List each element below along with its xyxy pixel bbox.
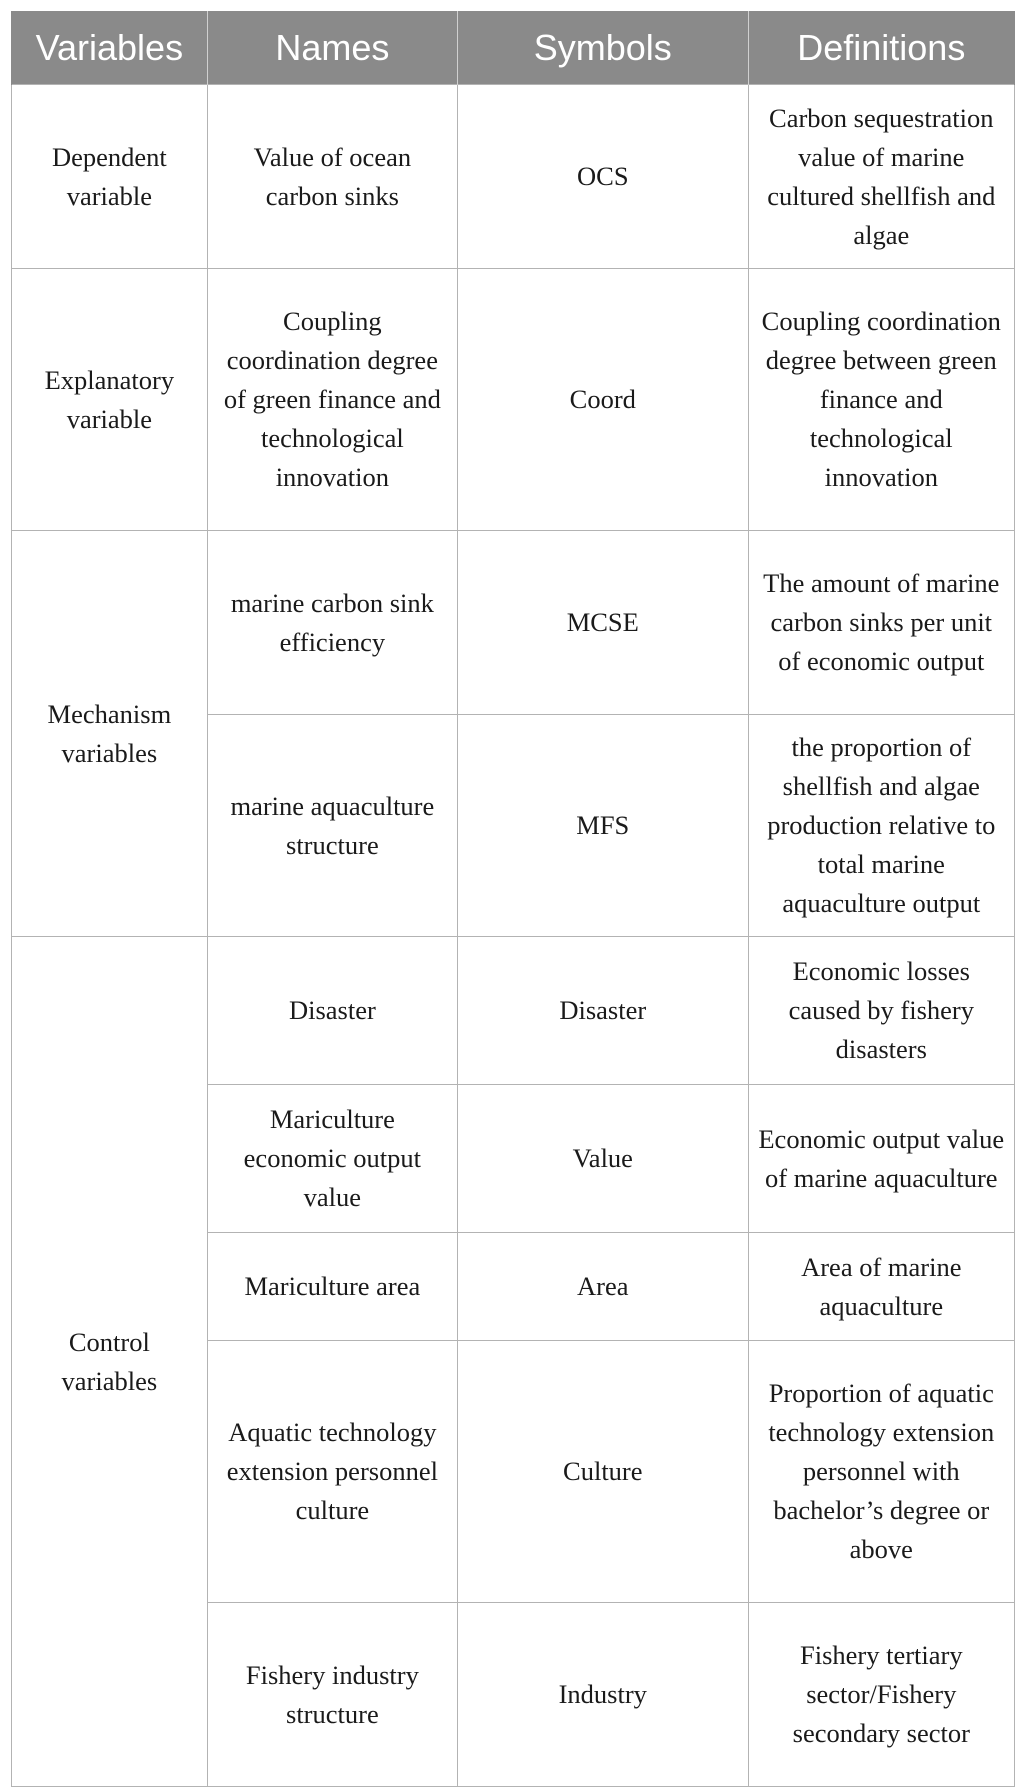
definition-cell: Proportion of aquatic technology extension personnel with bachelor’s degree or above xyxy=(748,1341,1014,1603)
variables-table-container xyxy=(11,11,1015,1787)
definition-cell: Carbon sequestration value of marine cultured shellfish and algae xyxy=(748,85,1014,269)
header-row xyxy=(12,12,1015,85)
group-explanatory: Explanatory variable xyxy=(12,269,208,531)
definition-cell: Fishery tertiary sector/Fishery secondary sector xyxy=(748,1603,1014,1787)
name-cell: Coupling coordination degree of green finance and technological innovation xyxy=(207,269,457,531)
definition-cell: Economic output value of marine aquaculture xyxy=(748,1085,1014,1233)
symbol-cell: OCS xyxy=(457,85,748,269)
name-cell: Mariculture economic output value xyxy=(207,1085,457,1233)
name-cell: Value of ocean carbon sinks xyxy=(207,85,457,269)
symbol-cell: Value xyxy=(457,1085,748,1233)
header-variables: Variables xyxy=(12,12,208,85)
table-row xyxy=(12,531,1015,715)
symbol-cell: Coord xyxy=(457,269,748,531)
table-row xyxy=(12,937,1015,1085)
definition-cell: Economic losses caused by fishery disasters xyxy=(748,937,1014,1085)
name-cell: Aquatic technology extension personnel culture xyxy=(207,1341,457,1603)
group-control: Control variables xyxy=(12,937,208,1787)
name-cell: marine carbon sink efficiency xyxy=(207,531,457,715)
definition-cell: The amount of marine carbon sinks per unit of economic output xyxy=(748,531,1014,715)
definition-cell: Area of marine aquaculture xyxy=(748,1233,1014,1341)
header-symbols: Symbols xyxy=(457,12,748,85)
symbol-cell: MCSE xyxy=(457,531,748,715)
name-cell: Fishery industry structure xyxy=(207,1603,457,1787)
variables-table xyxy=(11,11,1015,1787)
definition-cell: Coupling coordination degree between green finance and technological innovation xyxy=(748,269,1014,531)
symbol-cell: Area xyxy=(457,1233,748,1341)
symbol-cell: Culture xyxy=(457,1341,748,1603)
group-mechanism: Mechanism variables xyxy=(12,531,208,937)
header-names: Names xyxy=(207,12,457,85)
symbol-cell: MFS xyxy=(457,715,748,937)
symbol-cell: Disaster xyxy=(457,937,748,1085)
header-definitions: Definitions xyxy=(748,12,1014,85)
definition-cell: the proportion of shellfish and algae production relative to total marine aquaculture output xyxy=(748,715,1014,937)
symbol-cell: Industry xyxy=(457,1603,748,1787)
table-row xyxy=(12,269,1015,531)
name-cell: Disaster xyxy=(207,937,457,1085)
name-cell: marine aquaculture structure xyxy=(207,715,457,937)
name-cell: Mariculture area xyxy=(207,1233,457,1341)
table-row xyxy=(12,85,1015,269)
group-dependent: Dependent variable xyxy=(12,85,208,269)
